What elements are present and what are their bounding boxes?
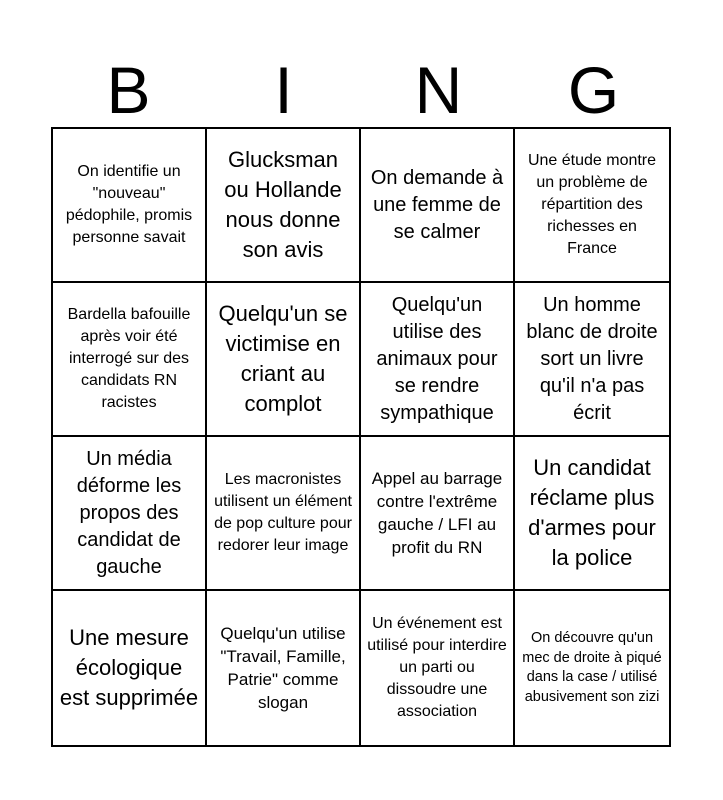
bingo-cell-r4-c3[interactable]: [361, 591, 515, 745]
bingo-cell-text: On découvre qu'un mec de droite à piqué dans la case / utilisé abusivement son zizi: [522, 630, 662, 705]
bingo-cell-r4-c1[interactable]: [53, 591, 207, 745]
header-letter-g: G: [567, 53, 620, 127]
bingo-cell-text: On demande à une femme de se calmer: [370, 166, 504, 243]
bingo-cell-r1-c1[interactable]: [53, 129, 207, 283]
bingo-cell-r4-c4[interactable]: [515, 591, 669, 745]
bingo-cell-text: Un homme blanc de droite sort un livre qu'il n'a pas écrit: [526, 293, 658, 424]
header-letter-n: N: [414, 53, 463, 127]
bingo-cell-r3-c3[interactable]: [361, 437, 515, 591]
bingo-cell-r3-c2[interactable]: [207, 437, 361, 591]
bingo-cell-text: Quelqu'un utilise "Travail, Famille, Patrie" comme slogan: [220, 624, 346, 712]
bingo-cell-text: Une étude montre un problème de répartition des richesses en France: [527, 152, 657, 257]
bingo-cell-text: Une mesure écologique est supprimée: [59, 625, 199, 710]
bingo-cell-r3-c4[interactable]: [515, 437, 669, 591]
bingo-cell-text: Glucksman ou Hollande nous donne son avis: [224, 147, 342, 262]
bingo-cell-text: Quelqu'un utilise des animaux pour se rendre sympathique: [376, 293, 498, 424]
bingo-cell-text: Un candidat réclame plus d'armes pour la police: [528, 455, 656, 570]
bingo-cell-r2-c2[interactable]: [207, 283, 361, 437]
header-letter-b: B: [106, 53, 151, 127]
bingo-header: [51, 52, 671, 128]
bingo-cell-text: On identifie un "nouveau" pédophile, promis personne savait: [65, 163, 193, 246]
bingo-cell-text: Bardella bafouille après voir été interrogé sur des candidats RN racistes: [67, 306, 191, 411]
bingo-cell-text: Quelqu'un se victimise en criant au complot: [218, 301, 348, 416]
bingo-cell-r1-c4[interactable]: [515, 129, 669, 283]
bingo-cell-text: Appel au barrage contre l'extrême gauche / LFI au profit du RN: [371, 469, 503, 557]
bingo-cell-r4-c2[interactable]: [207, 591, 361, 745]
bingo-cell-r3-c1[interactable]: [53, 437, 207, 591]
bingo-cell-r1-c3[interactable]: [361, 129, 515, 283]
header-letter-i: I: [274, 53, 293, 127]
bingo-cell-text: Un média déforme les propos des candidat de gauche: [76, 447, 182, 578]
bingo-cell-r2-c3[interactable]: [361, 283, 515, 437]
bingo-cell-text: Les macronistes utilisent un élément de pop culture pour redorer leur image: [214, 471, 352, 554]
bingo-cell-r1-c2[interactable]: [207, 129, 361, 283]
bingo-cell-r2-c1[interactable]: [53, 283, 207, 437]
bingo-cell-r2-c4[interactable]: [515, 283, 669, 437]
bingo-cell-text: Un événement est utilisé pour interdire un parti ou dissoudre une association: [367, 615, 507, 720]
bingo-grid: [51, 127, 671, 747]
